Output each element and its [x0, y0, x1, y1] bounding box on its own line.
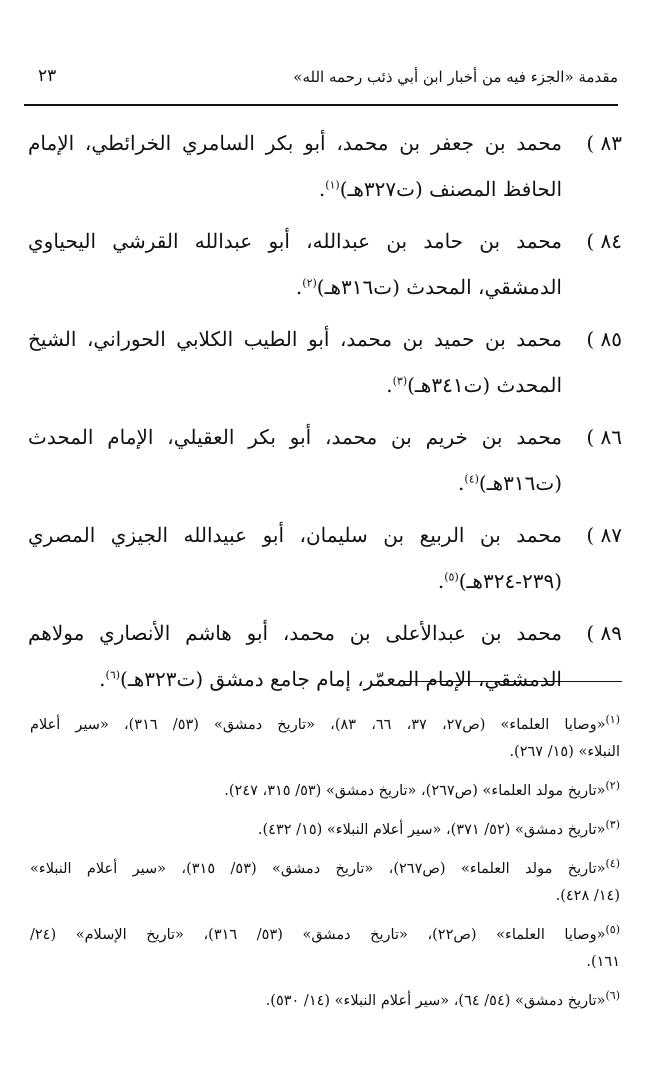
footnote-ref[interactable]: (٣) [392, 374, 408, 388]
entry-87 [28, 512, 622, 604]
entry-number: ٨٣ ) [586, 131, 622, 155]
entry-number: ٨٦ ) [586, 425, 622, 449]
entry-89 [28, 610, 622, 702]
footnote-text: «تاريخ مولد العلماء» (ص٢٦٧)، «تاريخ دمشق» (٥٣/ ٣١٥، ٢٤٧). [224, 783, 606, 799]
entry-line-2: الحافظ المصنف (ت٣٢٧هـ)$^{(١)}$. [318, 177, 562, 201]
footnote-text-cont: (١٤/ ٤٢٨). [555, 888, 620, 904]
entry-number: ٨٥ ) [586, 327, 622, 351]
entry-86 [28, 414, 622, 506]
entry-line-1: محمد بن حامد بن عبدالله، أبو عبدالله القرشي اليحياوي [28, 229, 562, 253]
entry-line-2: (ت٣١٦هـ)$^{(٤)}$. [458, 471, 562, 495]
footnote-ref[interactable]: (١) [325, 178, 340, 192]
footnote-3 [30, 817, 620, 844]
entry-line-2: المحدث (ت٣٤١هـ)$^{(٣)}$. [386, 373, 562, 397]
footnote-text-cont: النبلاء» (١٥/ ٢٦٧). [509, 744, 620, 760]
footnote-2 [30, 778, 620, 805]
footnote-marker: (٤) [605, 857, 620, 871]
footnote-marker: (٣) [605, 818, 620, 832]
entry-line-1: محمد بن حميد بن محمد، أبو الطيب الكلابي الحوراني، الشيخ [28, 327, 562, 351]
entry-83 [28, 120, 622, 212]
footnote-5 [30, 922, 620, 976]
footnote-text-cont: ١٦١). [586, 954, 620, 970]
entry-line-2: الدمشقي، المحدث (ت٣١٦هـ)$^{(٢)}$. [295, 275, 562, 299]
footnote-marker: (١) [605, 713, 620, 727]
entry-line-1: محمد بن الربيع بن سليمان، أبو عبيدالله الجيزي المصري [28, 523, 562, 547]
entry-84 [28, 218, 622, 310]
footnote-1 [30, 712, 620, 766]
footnote-marker: (٦) [605, 989, 620, 1003]
page-number: ٢٣ [38, 66, 57, 86]
footnote-marker: (٥) [605, 923, 620, 937]
footnote-ref[interactable]: (٤) [464, 472, 479, 486]
footnote-divider [400, 681, 622, 682]
footnote-text: «تاريخ مولد العلماء» (ص٢٦٧)، «تاريخ دمشق» (٥٣/ ٣١٥)، «سير أعلام النبلاء» [30, 861, 606, 877]
running-header [30, 62, 618, 96]
footnote-text: «تاريخ دمشق» (٥٢/ ٣٧١)، «سير أعلام النبلاء» (١٥/ ٤٣٢). [257, 822, 606, 838]
footnote-text: «وصايا العلماء» (ص٢٧، ٣٧، ٦٦، ٨٣)، «تاريخ دمشق» (٥٣/ ٣١٦)، «سير أعلام [30, 717, 606, 733]
entry-85 [28, 316, 622, 408]
footnote-6 [30, 988, 620, 1015]
entry-line-2: الدمشقي، الإمام المعمّر، إمام جامع دمشق (ت٣٢٣هـ)$^{(٦)}$. [99, 667, 562, 691]
footnote-4 [30, 856, 620, 910]
footnote-ref[interactable]: (٢) [302, 276, 317, 290]
footnote-ref[interactable]: (٦) [105, 668, 121, 682]
entry-line-1: محمد بن جعفر بن محمد، أبو بكر السامري الخرائطي، الإمام [28, 131, 562, 155]
entry-line-1: محمد بن عبدالأعلى بن محمد، أبو هاشم الأنصاري مولاهم [28, 621, 562, 645]
header-divider [24, 104, 618, 106]
entry-list [28, 120, 622, 702]
footnotes [30, 712, 620, 1027]
entry-number: ٨٧ ) [586, 523, 622, 547]
header-title: مقدمة «الجزء فيه من أخبار ابن أبي ذئب رحمه الله» [293, 68, 618, 86]
entry-line-2: (٢٣٩-٣٢٤هـ)$^{(٥)}$. [437, 569, 562, 593]
footnote-text: «تاريخ دمشق» (٥٤/ ٦٤)، «سير أعلام النبلاء» (١٤/ ٥٣٠). [265, 993, 606, 1009]
footnote-text: «وصايا العلماء» (ص٢٢)، «تاريخ دمشق» (٥٣/ ٣١٦)، «تاريخ الإسلام» (٢٤/ [30, 927, 606, 943]
entry-line-1: محمد بن خريم بن محمد، أبو بكر العقيلي، الإمام المحدث [28, 425, 562, 449]
footnote-marker: (٢) [605, 779, 620, 793]
footnote-ref[interactable]: (٥) [444, 570, 459, 584]
entry-number: ٨٩ ) [586, 621, 622, 645]
entry-number: ٨٤ ) [586, 229, 622, 253]
